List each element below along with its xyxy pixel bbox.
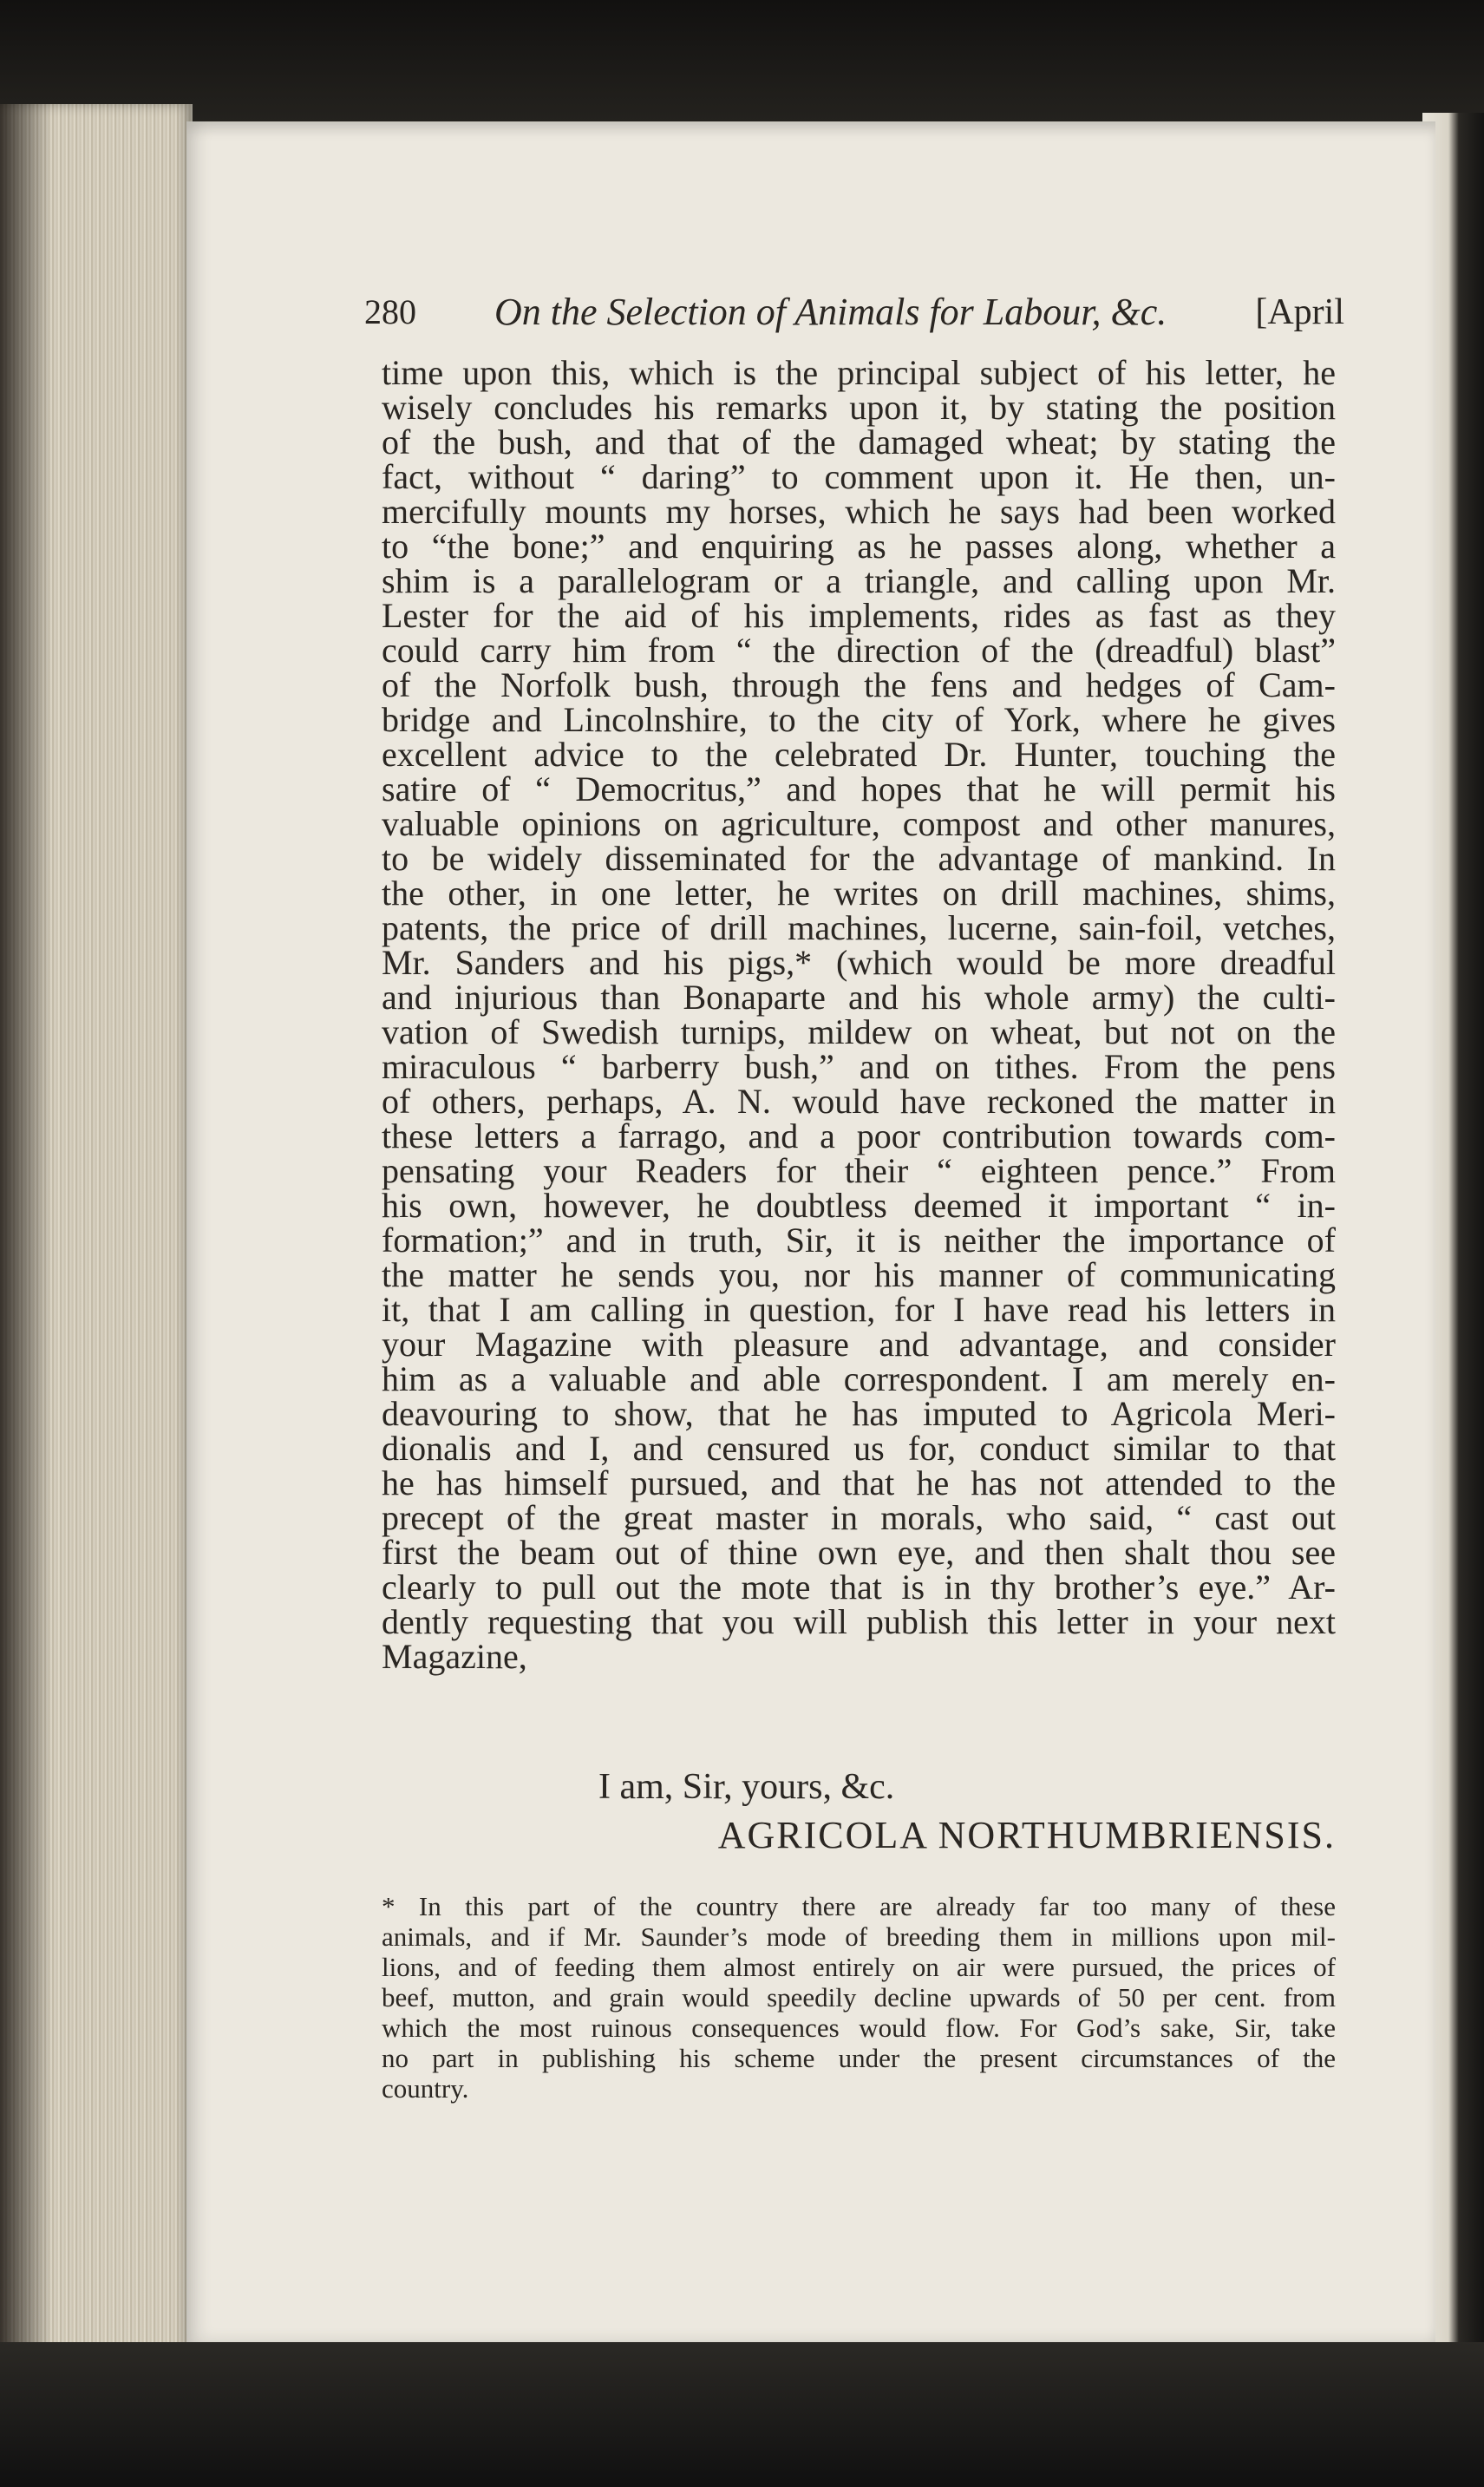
footnote-line: animals, and if Mr. Saunder’s mode of breeding them in millions upon mil- bbox=[382, 1921, 1336, 1952]
text-line: Lester for the aid of his implements, rides as fast as they bbox=[382, 596, 1336, 635]
text-line: of the Norfolk bush, through the fens and hedges of Cam- bbox=[382, 665, 1336, 704]
text-line: mercifully mounts my horses, which he says had been worked bbox=[382, 492, 1336, 531]
running-month: [April bbox=[1255, 292, 1344, 332]
dark-background-top bbox=[0, 0, 1484, 130]
text-line: of the bush, and that of the damaged wheat; by stating the bbox=[382, 422, 1336, 461]
text-line: it, that I am calling in question, for I have read his letters in bbox=[382, 1290, 1336, 1329]
page-number: 280 bbox=[364, 292, 416, 331]
running-head bbox=[364, 286, 1344, 338]
footnote bbox=[382, 1891, 1336, 2104]
text-line: to “the bone;” and enquiring as he passes along, whether a bbox=[382, 527, 1336, 566]
text-line: excellent advice to the celebrated Dr. Hunter, touching the bbox=[382, 735, 1336, 774]
text-line: shim is a parallelogram or a triangle, and calling upon Mr. bbox=[382, 561, 1336, 600]
footnote-line: * In this part of the country there are already far too many of these bbox=[382, 1891, 1336, 1921]
footnote-line: country. bbox=[382, 2073, 469, 2104]
text-line: could carry him from “ the direction of the (dreadful) blast” bbox=[382, 631, 1336, 670]
running-title: On the Selection of Animals for Labour, &c. bbox=[494, 291, 1167, 333]
text-line: his own, however, he doubtless deemed it important “ in- bbox=[382, 1186, 1336, 1225]
text-line: vation of Swedish turnips, mildew on wheat, but not on the bbox=[382, 1012, 1336, 1051]
text-line: wisely concludes his remarks upon it, by stating the position bbox=[382, 388, 1336, 427]
text-line: first the beam out of thine own eye, and then shalt thou see bbox=[382, 1533, 1336, 1572]
text-line: bridge and Lincolnshire, to the city of York, where he gives bbox=[382, 700, 1336, 739]
footnote-line: lions, and of feeding them almost entirely on air were pursued, the prices of bbox=[382, 1952, 1336, 1982]
text-line: of others, perhaps, A. N. would have reckoned the matter in bbox=[382, 1082, 1336, 1121]
signature: AGRICOLA NORTHUMBRIENSIS. bbox=[717, 1814, 1336, 1856]
text-line: and injurious than Bonaparte and his whole army) the culti- bbox=[382, 978, 1336, 1017]
text-line: time upon this, which is the principal subject of his letter, he bbox=[382, 353, 1336, 392]
text-line: clearly to pull out the mote that is in thy brother’s eye.” Ar- bbox=[382, 1567, 1336, 1607]
text-line: formation;” and in truth, Sir, it is neither the importance of bbox=[382, 1221, 1336, 1260]
text-line: he has himself pursued, and that he has not attended to the bbox=[382, 1463, 1336, 1502]
page-edges-shadow bbox=[0, 104, 52, 2359]
letter-signoff bbox=[382, 1763, 1336, 1860]
text-line: dently requesting that you will publish this letter in your next bbox=[382, 1602, 1336, 1641]
text-line: dionalis and I, and censured us for, conduct similar to that bbox=[382, 1429, 1336, 1468]
footnote-line: which the most ruinous consequences would flow. For God’s sake, Sir, take bbox=[382, 2013, 1336, 2043]
text-line: to be widely disseminated for the advantage of mankind. In bbox=[382, 839, 1336, 878]
text-line: fact, without “ daring” to comment upon it. He then, un- bbox=[382, 457, 1336, 496]
text-line: satire of “ Democritus,” and hopes that he will permit his bbox=[382, 769, 1336, 808]
footnote-line: beef, mutton, and grain would speedily decline upwards of 50 per cent. from bbox=[382, 1982, 1336, 2013]
text-line: pensating your Readers for their “ eighteen pence.” From bbox=[382, 1151, 1336, 1190]
text-line: him as a valuable and able correspondent. I am merely en- bbox=[382, 1359, 1336, 1398]
text-line: Magazine, bbox=[382, 1637, 527, 1676]
footnote-line: no part in publishing his scheme under the present circumstances of the bbox=[382, 2043, 1336, 2073]
text-line: these letters a farrago, and a poor contribution towards com- bbox=[382, 1116, 1336, 1155]
text-line: valuable opinions on agriculture, compost and other manures, bbox=[382, 804, 1336, 843]
body-text bbox=[382, 353, 1336, 1676]
text-line: the other, in one letter, he writes on drill machines, shims, bbox=[382, 874, 1336, 913]
closing-line: I am, Sir, yours, &c. bbox=[598, 1767, 895, 1807]
text-line: your Magazine with pleasure and advantage, and consider bbox=[382, 1325, 1336, 1364]
text-line: precept of the great master in morals, who said, “ cast out bbox=[382, 1498, 1336, 1537]
text-line: patents, the price of drill machines, lucerne, sain-foil, vetches, bbox=[382, 908, 1336, 947]
text-line: Mr. Sanders and his pigs,* (which would be more dreadful bbox=[382, 943, 1336, 982]
text-line: miraculous “ barberry bush,” and on tithes. From the pens bbox=[382, 1047, 1336, 1086]
text-line: the matter he sends you, nor his manner of communicating bbox=[382, 1255, 1336, 1294]
text-line: deavouring to show, that he has imputed to Agricola Meri- bbox=[382, 1394, 1336, 1433]
dark-background-bottom bbox=[0, 2342, 1484, 2487]
